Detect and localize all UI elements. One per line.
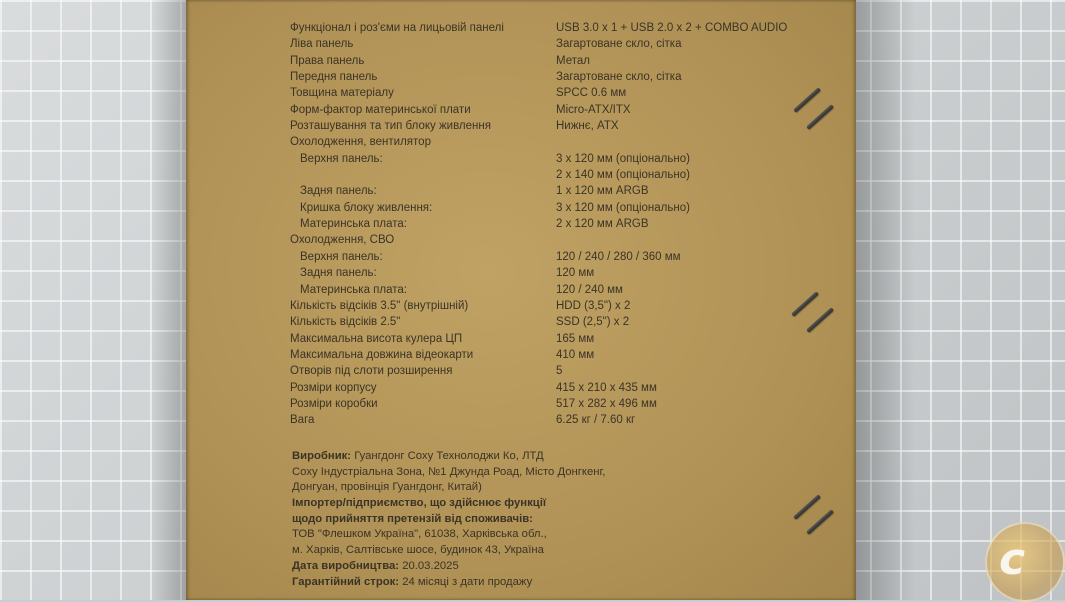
spec-row (290, 218, 850, 234)
spec-row (290, 382, 850, 398)
spec-label: Максимальна висота кулера ЦП (290, 332, 463, 345)
spec-row (290, 284, 850, 300)
spec-label: Розташування та тип блоку живлення (290, 120, 491, 133)
importer-label-2: щодо прийняття претензій від споживачів: (292, 512, 533, 525)
spec-row (290, 414, 850, 430)
spec-label: Верхня панель: (300, 250, 383, 263)
spec-value: SSD (2,5") x 2 (556, 316, 630, 329)
warranty-label: Гарантійний строк: (292, 575, 400, 588)
spec-label: Кількість відсіків 3.5" (внутрішній) (290, 299, 469, 312)
spec-value: 3 x 120 мм (опціонально) (556, 152, 690, 165)
spec-value: Загартоване скло, сітка (556, 71, 682, 84)
spec-row (290, 316, 850, 332)
spec-row (290, 71, 850, 87)
spec-label: Материнська плата: (300, 218, 407, 231)
spec-row (290, 251, 850, 267)
spec-value: 120 / 240 / 280 / 360 мм (556, 250, 681, 263)
box-right-shadow (855, 0, 915, 600)
importer-line-2: м. Харків, Салтівське шосе, будинок 43, Україна (292, 544, 544, 557)
spec-row (290, 349, 850, 365)
spec-label: Охолодження, СВО (290, 234, 395, 247)
spec-label: Задня панель: (300, 267, 377, 280)
spec-row (290, 104, 850, 120)
spec-row (290, 153, 850, 169)
watermark-logo-icon: c (985, 522, 1065, 602)
spec-value: Micro-ATX/ITX (556, 103, 631, 116)
spec-label: Верхня панель: (300, 152, 383, 165)
importer-line-1: ТОВ "Флешком Україна", 61038, Харківська обл., (292, 528, 547, 541)
spec-label: Товщина матеріалу (290, 87, 394, 100)
manufacturer-address-2: Донгуан, провінція Гуангдонг, Китай) (292, 481, 482, 494)
spec-value: 1 x 120 мм ARGB (556, 185, 649, 198)
spec-value: 2 x 120 мм ARGB (556, 218, 649, 231)
spec-value: 2 x 140 мм (опціонально) (556, 169, 690, 182)
spec-row (290, 22, 850, 38)
spec-value: Нижнє, ATX (556, 120, 619, 133)
spec-row (290, 398, 850, 414)
spec-row (290, 234, 850, 250)
spec-label: Розміри коробки (290, 397, 378, 410)
spec-row (290, 136, 850, 152)
spec-value: 517 x 282 x 496 мм (556, 397, 657, 410)
spec-row (290, 55, 850, 71)
spec-value: 165 мм (556, 332, 595, 345)
spec-label: Розміри корпусу (290, 381, 377, 394)
spec-row (290, 300, 850, 316)
warranty (292, 576, 712, 592)
spec-row (290, 38, 850, 54)
spec-table (290, 22, 850, 431)
spec-label: Задня панель: (300, 185, 377, 198)
spec-label: Функціонал і роз'єми на лицьовій панелі (290, 22, 504, 34)
spec-row (290, 267, 850, 283)
spec-label: Вага (290, 414, 315, 427)
spec-label: Права панель (290, 54, 365, 67)
spec-label: Передня панель (290, 71, 378, 84)
spec-value: Метал (556, 54, 590, 67)
manufacturer-label: Виробник: (292, 450, 352, 462)
importer-label-1: Імпортер/підприємство, що здійснює функції (292, 497, 547, 510)
spec-value: 120 мм (556, 267, 595, 280)
manufacturer-address-1: Соху Індустріальна Зона, №1 Джунда Роад, Місто Донгкенг, (292, 465, 606, 478)
spec-label: Материнська плата: (300, 283, 407, 296)
spec-value: 415 x 210 x 435 мм (556, 381, 657, 394)
spec-row (290, 185, 850, 201)
box-left-shadow (150, 0, 190, 600)
spec-row (290, 120, 850, 136)
spec-value: 6.25 кг / 7.60 кг (556, 414, 636, 427)
spec-value: USB 3.0 x 1 + USB 2.0 x 2 + COMBO AUDIO (556, 22, 788, 34)
spec-row (290, 169, 850, 185)
spec-row (290, 202, 850, 218)
production-value: 20.03.2025 (402, 559, 459, 572)
spec-label: Максимальна довжина відеокарти (290, 348, 474, 361)
manufacturer-line (292, 450, 712, 466)
manufacturer-name: Гуангдонг Соху Технолоджи Ко, ЛТД (354, 450, 544, 462)
spec-row (290, 365, 850, 381)
production-label: Дата виробництва: (292, 559, 400, 572)
spec-label: Отворів під слоти розширення (290, 365, 453, 378)
production-date (292, 560, 712, 576)
spec-value: 5 (556, 365, 563, 378)
spec-row (290, 87, 850, 103)
warranty-value: 24 місяці з дати продажу (402, 575, 533, 588)
spec-value: 120 / 240 мм (556, 283, 623, 296)
spec-value: 3 x 120 мм (опціонально) (556, 201, 690, 214)
spec-label: Кришка блоку живлення: (300, 201, 433, 214)
spec-value: 410 мм (556, 348, 595, 361)
spec-label: Охолодження, вентилятор (290, 136, 431, 149)
spec-value: HDD (3,5") x 2 (556, 299, 631, 312)
spec-label: Кількість відсіків 2.5" (290, 316, 401, 329)
spec-value: SPCC 0.6 мм (556, 87, 627, 100)
spec-row (290, 333, 850, 349)
spec-label: Ліва панель (290, 38, 354, 51)
spec-label: Форм-фактор материнської плати (290, 103, 471, 116)
spec-value: Загартоване скло, сітка (556, 38, 682, 51)
manufacturer-info (292, 450, 712, 591)
